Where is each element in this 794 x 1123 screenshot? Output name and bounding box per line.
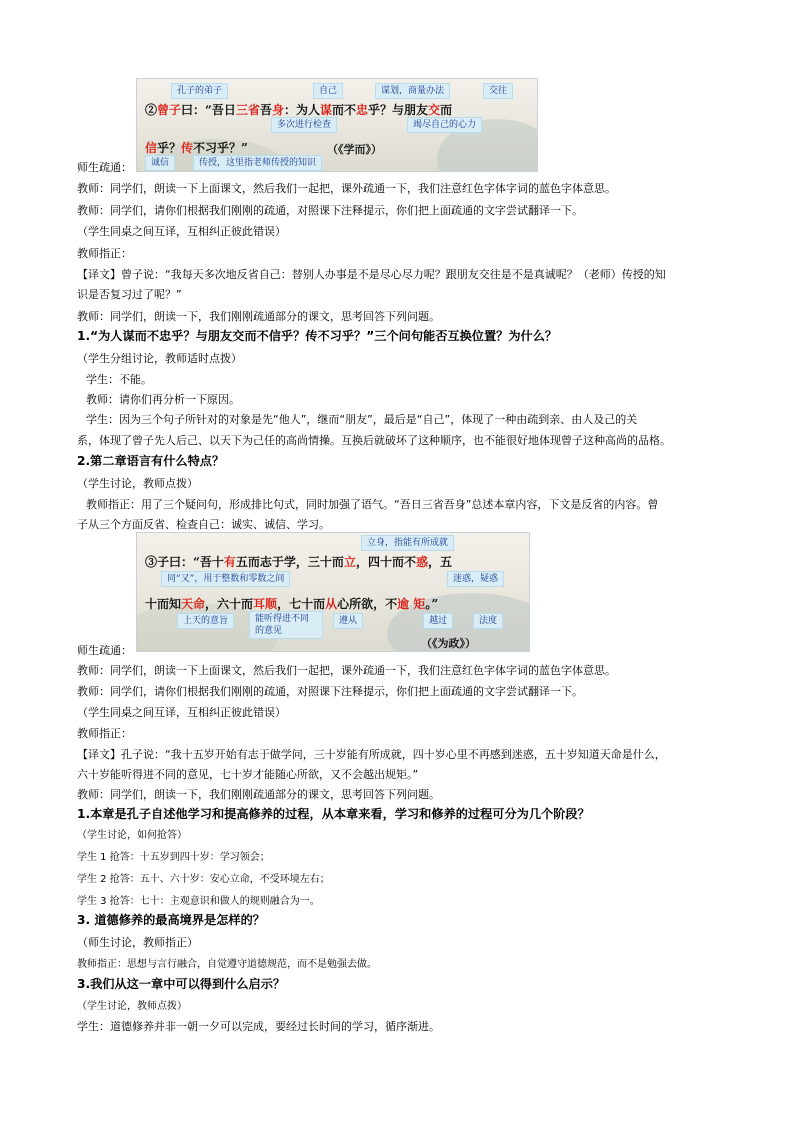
text-line: 师生疏通： <box>77 161 132 174</box>
gloss-tag: 孔子的弟子 <box>171 83 228 99</box>
text-line: 学生：因为三个句子所针对的对象是先“他人”，继而“朋友”，最后是“自己”，体现了一种由疏到亲、由人及己的关 <box>86 413 638 426</box>
text-line: 教师指正： <box>77 727 132 740</box>
classical-text-line: ②曾子曰：“吾日三省吾身：为人谋而不忠乎？与朋友交而 <box>145 103 453 117</box>
question-heading: 3.我们从这一章中可以得到什么启示？ <box>77 977 286 991</box>
text-line: 学生 3 抢答：七十：主观意识和做人的规则融合为一。 <box>77 896 320 907</box>
text-line: 教师指正：思想与言行融合，自觉遵守道德规范，而不是勉强去做。 <box>77 959 377 970</box>
text-line: 识是否复习过了呢？” <box>77 288 182 301</box>
text-line: （学生同桌之间互译，互相纠正彼此错误） <box>77 706 286 719</box>
text-line: 教师：同学们，朗读一下上面课文，然后我们一起把，课外疏通一下，我们注意红色字体字词的蓝色字体意思。 <box>77 664 616 677</box>
gloss-tag: 交往 <box>483 83 513 99</box>
classical-text-line: ③子曰：“吾十有五而志于学，三十而立，四十而不惑，五 <box>145 555 452 569</box>
text-line: （学生同桌之间互译，互相纠正彼此错误） <box>77 225 286 238</box>
text-line: （学生讨论，教师点拨） <box>77 1001 187 1012</box>
text-line: 学生 1 抢答：十五岁到四十岁：学习领会； <box>77 852 270 863</box>
gloss-tag: 遵从 <box>333 613 363 629</box>
text-line: 教师：同学们，朗读一下上面课文，然后我们一起把，课外疏通一下，我们注意红色字体字词的蓝色字体意思。 <box>77 182 616 195</box>
gloss-tag: 上天的意旨 <box>177 613 234 629</box>
text-line: 学生 2 抢答：五十、六十岁：安心立命，不受环境左右； <box>77 874 330 885</box>
text-line: （学生分组讨论，教师适时点拨） <box>77 352 242 365</box>
gloss-tag: 越过 <box>423 613 453 629</box>
gloss-tag: 迷惑，疑惑 <box>447 571 504 587</box>
gloss-tag: 同“又”，用于整数和零数之间 <box>161 571 290 587</box>
text-line: （学生讨论，教师点拨） <box>77 477 198 490</box>
gloss-tag: 诚信 <box>145 155 175 171</box>
text-line: 教师：同学们，请你们根据我们刚刚的疏通，对照课下注释提示，你们把上面疏通的文字尝试翻译一下。 <box>77 204 583 217</box>
lesson-slide-2 <box>136 532 530 652</box>
lesson-slide-1 <box>136 78 538 172</box>
gloss-tag: 竭尽自己的心力 <box>407 117 482 133</box>
text-line: 子从三个方面反省、检查自己：诚实、诚信、学习。 <box>77 518 330 531</box>
source-citation: （《学而》） <box>327 143 382 156</box>
question-heading: 2.第二章语言有什么特点？ <box>77 454 225 468</box>
text-line: 教师：同学们，朗读一下，我们刚刚疏通部分的课文，思考回答下列问题。 <box>77 788 440 801</box>
classical-text-line: 信乎？传不习乎？” <box>145 141 248 155</box>
text-line: 学生：不能。 <box>86 373 152 386</box>
text-line: （师生讨论，教师指正） <box>77 936 198 949</box>
text-line: 学生：道德修养并非一朝一夕可以完成，要经过长时间的学习，循序渐进。 <box>77 1020 440 1033</box>
classical-text-line: 十而知天命，六十而耳顺，七十而从心所欲，不逾 矩。” <box>145 597 439 611</box>
text-line: 【译文】曾子说：“我每天多次地反省自己：替别人办事是不是尽心尽力呢？跟朋友交往是不是真诚呢？（老师）传授的知 <box>77 268 666 281</box>
gloss-tag: 多次进行检查 <box>271 117 337 133</box>
text-line: 六十岁能听得进不同的意见，七十岁才能随心所欲，又不会越出规矩。” <box>77 768 419 781</box>
question-heading: 3. 道德修养的最高境界是怎样的？ <box>77 913 265 927</box>
gloss-tag: 能听得进不同的意见 <box>249 611 323 639</box>
gloss-tag: 自己 <box>313 83 343 99</box>
text-line: 教师指正： <box>77 247 132 260</box>
source-citation: （《为政》） <box>421 637 476 650</box>
question-heading: 1.“为人谋而不忠乎？与朋友交而不信乎？传不习乎？”三个问句能否互换位置？为什么？ <box>77 329 558 343</box>
text-line: 教师：请你们再分析一下原因。 <box>86 393 240 406</box>
gloss-tag: 法度 <box>473 613 503 629</box>
text-line: 教师：同学们，请你们根据我们刚刚的疏通，对照课下注释提示，你们把上面疏通的文字尝试翻译一下。 <box>77 685 583 698</box>
gloss-tag: 立身，指能有所成就 <box>361 535 454 551</box>
text-line: （学生讨论，如何抢答） <box>77 830 187 841</box>
gloss-tag: 传授，这里指老师传授的知识 <box>193 155 322 171</box>
gloss-tag: 谋划，商量办法 <box>375 83 450 99</box>
question-heading: 1.本章是孔子自述他学习和提高修养的过程，从本章来看，学习和修养的过程可分为几个阶段？ <box>77 807 590 821</box>
text-line: 师生疏通： <box>77 644 132 657</box>
text-line: 系，体现了曾子先人后己、以天下为己任的高尚情操。互换后就破坏了这种顺序，也不能很好地体现曾子这种高尚的品格。 <box>77 434 671 447</box>
text-line: 教师指正：用了三个疑问句，形成排比句式，同时加强了语气。“吾日三省吾身”总述本章内容，下文是反省的内容。曾 <box>86 498 659 511</box>
text-line: 教师：同学们，朗读一下，我们刚刚疏通部分的课文，思考回答下列问题。 <box>77 310 440 323</box>
text-line: 【译文】孔子说：“我十五岁开始有志于做学问，三十岁能有所成就，四十岁心里不再感到迷惑，五十岁知道天命是什么， <box>77 748 666 761</box>
